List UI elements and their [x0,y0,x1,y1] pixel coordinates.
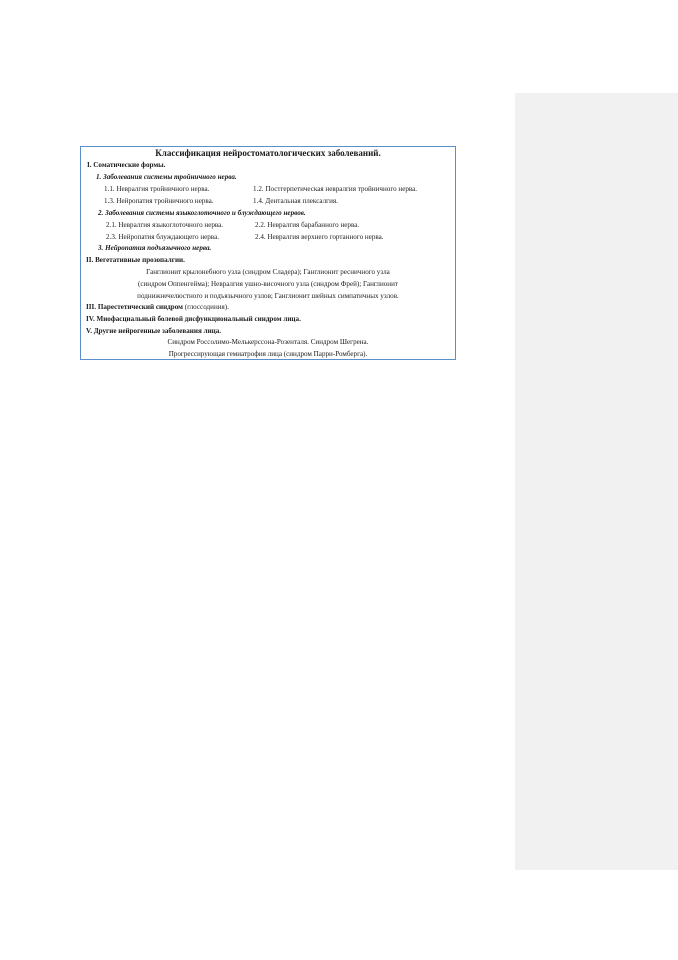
comment-pane [515,93,678,870]
section-2-line-2: (синдром Оппенгейма); Невралгия ушно-височного узла (синдром Фрей); Ганглионит [138,280,398,288]
section-3-heading: III. Парестетический синдром [86,303,183,311]
section-1-heading: I. Соматические формы. [87,161,166,169]
item-2-3: 2.3. Нейропатия блуждающего нерва. [106,233,219,241]
section-5-heading: V. Другие нейрогенные заболевания лица. [86,327,222,335]
section-1-sub-3: 3. Нейропатия подъязычного нерва. [98,244,212,252]
item-1-1: 1.1. Невралгия тройничного нерва. [104,185,210,193]
section-1-sub-2: 2. Заболевания системы языкоглоточного и блуждающего нервов. [98,209,306,217]
section-2-line-1: Ганглионит крылонебного узла (синдром Сладера); Ганглионит ресничного узла [146,268,390,276]
section-5-line-2: Прогрессирующая гемиатрофия лица (синдром Парри-Ромберга). [168,350,368,358]
section-1-sub-1: 1. Заболевания системы тройничного нерва. [96,173,237,181]
classification-box [80,146,456,360]
item-2-1: 2.1. Невралгия языкоглоточного нерва. [106,221,224,229]
section-3-row [86,302,229,314]
item-1-2: 1.2. Постгерпетическая невралгия тройничного нерва. [253,185,418,193]
document-title: Классификация нейростоматологических заболеваний. [155,148,381,158]
section-2-line-3: поднижнечелюстного и подъязычного узлов; Ганглионит шейных симпатичных узлов. [137,292,399,300]
section-3-note: (глоссодиния). [184,303,229,311]
section-5-line-1: Синдром Россолимо-Мелькерссона-Розенталя. Синдром Шегрена. [167,338,369,346]
item-1-4: 1.4. Дентальная плексалгия. [253,197,338,205]
item-2-2: 2.2. Невралгия барабанного нерва. [255,221,360,229]
item-1-3: 1.3. Нейропатия тройничного нерва. [104,197,214,205]
section-2-heading: II. Вегетативные прозопалгии. [86,256,185,264]
section-4-heading: IV. Миофасциальный болевой дисфункциональный синдром лица. [86,315,301,323]
item-2-4: 2.4. Невралгия верхнего гортанного нерва. [255,233,384,241]
